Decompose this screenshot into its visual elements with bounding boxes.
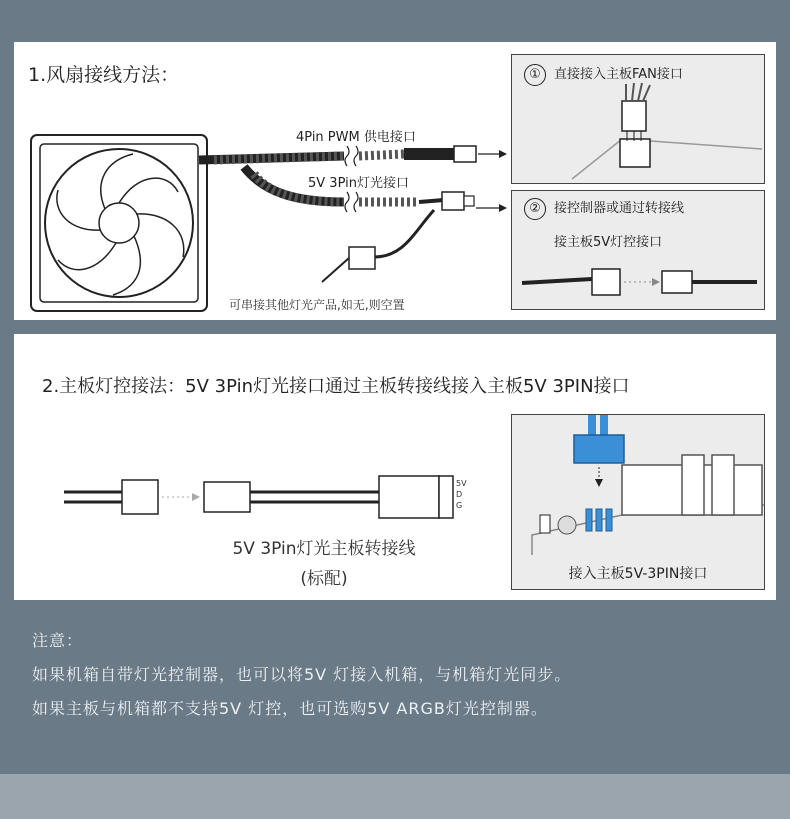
notes-section: [32, 624, 571, 726]
option1-number: ①: [524, 64, 546, 86]
motherboard-illustration: [512, 415, 764, 555]
option2-label: [524, 197, 684, 220]
fan-wiring-panel: [14, 42, 776, 320]
notes-line2: 如果主板与机箱都不支持5V 灯控，也可选购5V ARGB灯光控制器。: [32, 699, 548, 718]
option2-line1: 接控制器或通过转接线: [554, 201, 685, 216]
option1-box: [511, 54, 765, 184]
pwm-cable-label: 4Pin PWM 供电接口: [296, 130, 416, 145]
option1-text: 直接接入主板FAN接口: [554, 67, 683, 82]
notes-heading: 注意：: [32, 631, 84, 650]
mb-caption: 接入主板5V-3PIN接口: [568, 566, 708, 582]
rgb-cable-label: 5V 3Pin灯光接口: [308, 176, 409, 191]
adapter-caption: 5V 3Pin灯光主板转接线: [232, 539, 416, 559]
fan-header-illustration: [512, 89, 762, 184]
motherboard-header-box: [511, 414, 765, 590]
section2-title: 2.主板灯控接法：5V 3Pin灯光接口通过主板转接线接入主板5V 3PIN接口: [42, 376, 630, 397]
motherboard-lighting-panel: [14, 334, 776, 600]
bottom-bar: [0, 774, 790, 819]
controller-connector-illustration: [512, 257, 762, 307]
chain-cable-label: 可串接其他灯光产品,如无,则空置: [229, 298, 405, 312]
pin-label-d: D: [456, 490, 463, 499]
fan-cables: [14, 42, 534, 242]
section1-title: 1.风扇接线方法：: [28, 64, 180, 86]
option2-line2: 接主板5V灯控接口: [554, 235, 663, 250]
pin-label-g: G: [456, 501, 463, 510]
adapter-note: (标配): [300, 569, 348, 589]
pin-label-5v: 5V: [456, 479, 467, 488]
adapter-cable-illustration: [64, 470, 504, 530]
option2-box: [511, 190, 765, 310]
notes-line1: 如果机箱自带灯光控制器，也可以将5V 灯接入机箱，与机箱灯光同步。: [32, 665, 572, 684]
option2-number: ②: [524, 198, 546, 220]
pin-labels: [456, 478, 467, 511]
option1-label: [524, 63, 683, 86]
